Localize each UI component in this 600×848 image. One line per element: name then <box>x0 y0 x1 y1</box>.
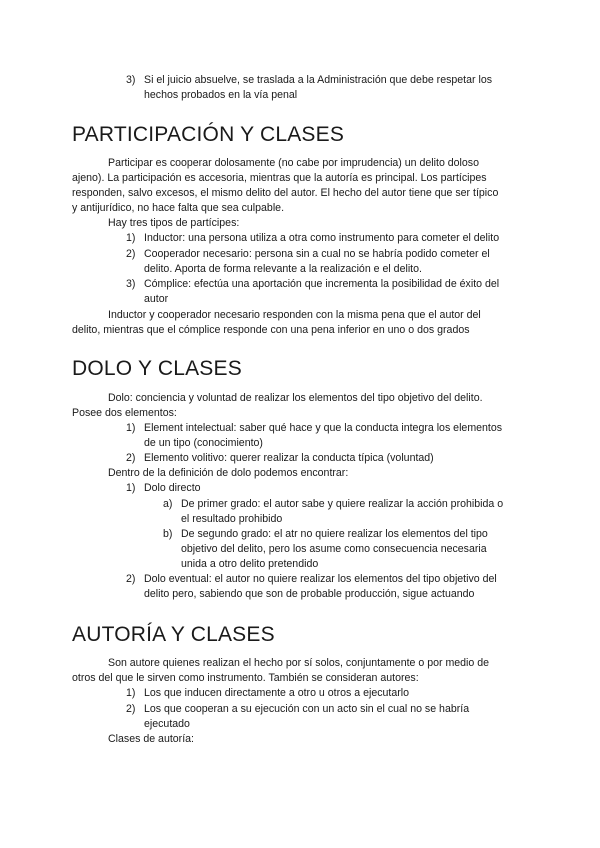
list-number: 2) <box>126 573 136 585</box>
paragraph-line: Son autore quienes realizan el hecho por sí solos, conjuntamente o por medio de <box>108 657 490 669</box>
section-heading-autoria: AUTORÍA Y CLASES <box>72 623 275 646</box>
list-item-text: Element intelectual: saber qué hace y que la conducta integra los elementos <box>144 422 503 434</box>
list-item-text: ejecutado <box>144 718 190 730</box>
list-item-text: Dolo eventual: el autor no quiere realizar los elementos del tipo objetivo del <box>144 573 497 585</box>
list-item-text: autor <box>144 293 169 305</box>
list-item-text: delito. Aporta de forma relevante a la realización e el delito. <box>144 263 422 275</box>
sublist-item-text: unida a otro delito pretendido <box>181 558 319 570</box>
list-number: 1) <box>126 687 136 699</box>
list-number: 1) <box>126 232 136 244</box>
list-item-text: Elemento volitivo: querer realizar la conducta típica (voluntad) <box>144 452 434 464</box>
sublist-item-text: De primer grado: el autor sabe y quiere realizar la acción prohibida o <box>181 498 504 510</box>
list-item-text: Cooperador necesario: persona sin a cual no se habría podido cometer el <box>144 248 490 260</box>
list-number: 1) <box>126 422 136 434</box>
list-item-text: hechos probados en la vía penal <box>144 89 298 101</box>
paragraph-line: Dolo: conciencia y voluntad de realizar los elementos del tipo objetivo del delito. <box>108 392 483 404</box>
list-number: 3) <box>126 74 136 86</box>
list-item-text: delito pero, sabiendo que son de probable producción, sigue actuando <box>144 588 475 600</box>
paragraph-line: Participar es cooperar dolosamente (no cabe por imprudencia) un delito doloso <box>108 157 479 169</box>
list-item-text: Si el juicio absuelve, se traslada a la Administración que debe respetar los <box>144 74 493 86</box>
paragraph-line: Posee dos elementos: <box>72 407 177 419</box>
section-heading-dolo: DOLO Y CLASES <box>72 357 242 380</box>
paragraph-line: Inductor y cooperador necesario responden con la misma pena que el autor del <box>108 309 481 321</box>
paragraph-line: delito, mientras que el cómplice responde con una pena inferior en uno o dos grados <box>72 324 470 336</box>
sublist-item-text: el resultado prohibido <box>181 513 283 525</box>
paragraph-line: y antijurídico, no hace falta que sea culpable. <box>72 202 285 214</box>
list-intro: Hay tres tipos de partícipes: <box>108 217 240 229</box>
sublist-letter: a) <box>163 498 173 510</box>
list-item-text: de un tipo (conocimiento) <box>144 437 263 449</box>
list-item-text: Inductor: una persona utiliza a otra como instrumento para cometer el delito <box>144 232 500 244</box>
list-number: 1) <box>126 482 136 494</box>
list-number: 3) <box>126 278 136 290</box>
sublist-item-text: objetivo del delito, pero los asume como consecuencia necesaria <box>181 543 487 555</box>
list-number: 2) <box>126 452 136 464</box>
list-item-text: Los que cooperan a su ejecución con un acto sin el cual no se habría <box>144 703 470 715</box>
paragraph-line: responden, salvo excesos, el mismo delito del autor. El hecho del autor tiene que ser típico <box>72 187 499 199</box>
list-number: 2) <box>126 703 136 715</box>
list-item-text: Dolo directo <box>144 482 201 494</box>
list-item-text: Cómplice: efectúa una aportación que incrementa la posibilidad de éxito del <box>144 278 500 290</box>
section-heading-participacion: PARTICIPACIÓN Y CLASES <box>72 123 345 146</box>
paragraph-line: ajeno). La participación es accesoria, mientras que la autoría es principal. Los partícipes <box>72 172 487 184</box>
paragraph-line: otros del que le sirven como instrumento. También se consideran autores: <box>72 672 419 684</box>
sublist-letter: b) <box>163 528 173 540</box>
list-number: 2) <box>126 248 136 260</box>
paragraph-line: Clases de autoría: <box>108 733 194 745</box>
sublist-item-text: De segundo grado: el atr no quiere realizar los elementos del tipo <box>181 528 488 540</box>
list-intro: Dentro de la definición de dolo podemos encontrar: <box>108 467 349 479</box>
list-item-text: Los que inducen directamente a otro u otros a ejecutarlo <box>144 687 410 699</box>
